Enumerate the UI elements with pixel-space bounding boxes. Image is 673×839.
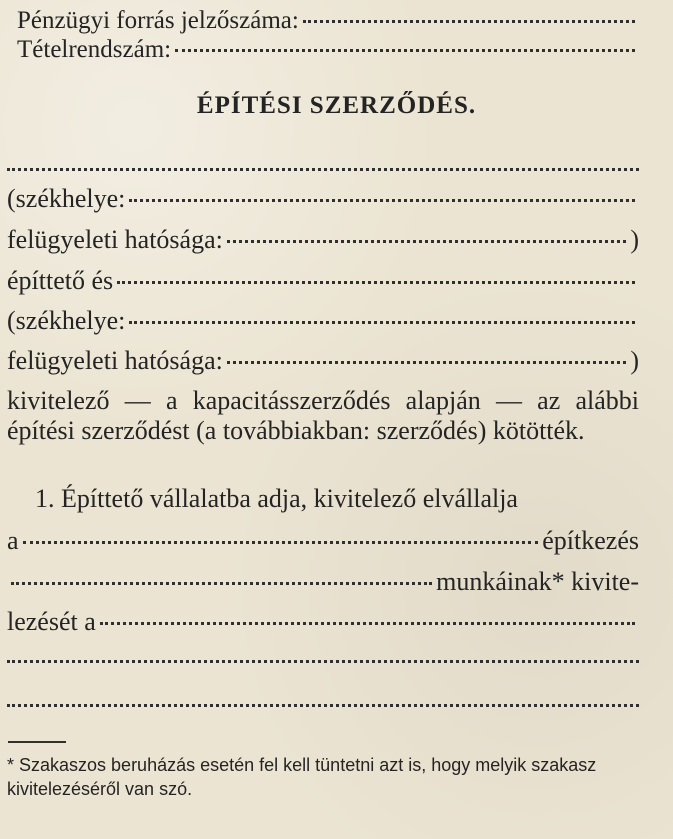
- funding-source-fill-line: [303, 20, 635, 23]
- funding-source-label: Pénzügyi forrás jelzőszáma:: [17, 7, 299, 34]
- builder-label: építtető és: [7, 266, 114, 295]
- contractor-paragraph: kivitelező — a kapacitásszerződés alapján — az alábbi építési szerződést (a továbbiakban: szerződés) kötötték.: [7, 386, 639, 445]
- section-1-intro-text: 1. Építtető vállalatba adja, kivitelező elvállalja: [35, 484, 518, 513]
- supervisor-fill-line-2: [227, 361, 626, 364]
- party-name-fill-line: [7, 168, 639, 171]
- contract-title: ÉPÍTÉSI SZERZŐDÉS.: [196, 92, 477, 119]
- builder-fill-line: [117, 281, 635, 284]
- works-fill-line: [11, 582, 432, 585]
- item-number-line: [17, 35, 639, 65]
- footnote: * Szakaszos beruházás esetén fel kell tüntetni azt is, hogy melyik szakasz kivitelezéséről van szó.: [7, 755, 597, 799]
- blank-fill-line-1: [7, 660, 639, 663]
- seat-label-2: (székhelye:: [7, 306, 126, 335]
- construction-label: építkezés: [542, 526, 639, 555]
- seat-fill-line-2: [129, 321, 635, 324]
- supervisor-label-1: felügyeleti hatósága:: [7, 225, 223, 254]
- supervisor-line-1: [7, 225, 639, 255]
- seat-fill-line-1: [129, 199, 635, 202]
- supervisor-line-2: [7, 346, 639, 376]
- works-line: [7, 567, 639, 597]
- execution-line: [7, 607, 639, 637]
- funding-source-line: [17, 6, 639, 36]
- item-number-fill-line: [175, 49, 635, 52]
- supervisor-close-1: ): [630, 225, 639, 254]
- execution-fill-line: [100, 622, 635, 625]
- seat-line-2: [7, 306, 639, 336]
- supervisor-fill-line-1: [227, 240, 626, 243]
- supervisor-label-2: felügyeleti hatósága:: [7, 346, 223, 375]
- footnote-separator: [8, 741, 66, 743]
- supervisor-close-2: ): [630, 346, 639, 375]
- execution-label: lezését a: [7, 607, 96, 636]
- works-label: munkáinak* kivite-: [436, 567, 639, 596]
- construction-a-label: a: [7, 526, 19, 555]
- builder-line: [7, 266, 639, 296]
- seat-line-1: [7, 184, 639, 214]
- seat-label-1: (székhelye:: [7, 184, 126, 213]
- construction-line: [7, 526, 639, 556]
- item-number-label: Tételrendszám:: [17, 36, 172, 63]
- construction-fill-line: [23, 541, 539, 544]
- blank-fill-line-2: [7, 704, 639, 707]
- section-1-intro: [35, 484, 639, 514]
